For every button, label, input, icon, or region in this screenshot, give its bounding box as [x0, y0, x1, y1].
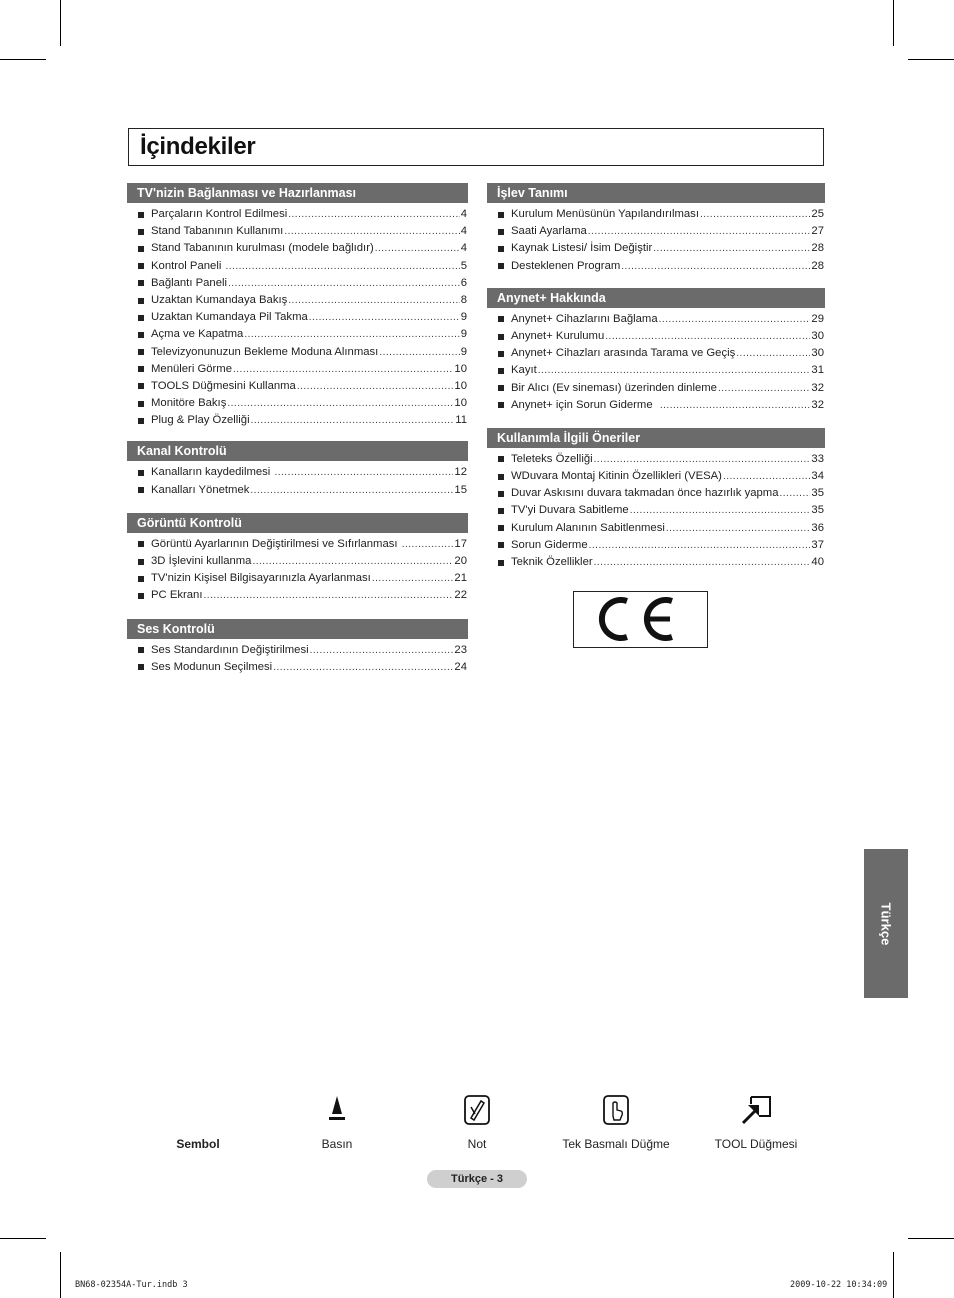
- dot-leader: [252, 553, 453, 570]
- entry-title: Görüntü Ayarlarının Değiştirilmesi ve Sıfırlanması: [151, 537, 401, 550]
- entry-title: Ses Standardının Değiştirilmesi: [151, 643, 309, 656]
- entry-title: Stand Tabanının Kullanımı: [151, 225, 284, 238]
- bullet-square-icon: [498, 316, 504, 322]
- entry-page-number: 17: [454, 537, 467, 550]
- press-label: Basın: [321, 1137, 353, 1151]
- dot-leader: [700, 206, 810, 223]
- dot-leader: [402, 536, 454, 553]
- bullet-square-icon: [138, 280, 144, 286]
- dot-leader: [225, 258, 459, 275]
- dot-leader: [203, 587, 453, 604]
- dot-leader: [288, 292, 459, 309]
- toc-entry: [127, 378, 468, 395]
- bullet-square-icon: [498, 508, 504, 514]
- dot-leader: [228, 275, 460, 292]
- crop-mark: [908, 1238, 954, 1239]
- entry-page-number: 35: [811, 504, 824, 517]
- entry-page-number: 29: [811, 312, 824, 325]
- dot-leader: [660, 397, 811, 414]
- section-heading: TV'nizin Bağlanması ve Hazırlanması: [127, 183, 468, 203]
- entry-page-number: 4: [460, 208, 467, 220]
- entry-title: TOOLS Düğmesini Kullanma: [151, 379, 296, 392]
- entry-title: Duvar Askısını duvara takmadan önce hazırlık yapma: [511, 487, 779, 500]
- toc-section: [127, 513, 468, 605]
- entry-page-number: 40: [811, 556, 824, 568]
- entry-title: Kanalları Yönetmek: [151, 483, 250, 496]
- toc-section: [487, 183, 825, 275]
- entry-page-number: 9: [460, 345, 467, 358]
- dot-leader: [309, 309, 460, 326]
- dot-leader: [666, 520, 811, 537]
- dot-leader: [718, 380, 810, 397]
- bullet-square-icon: [138, 487, 144, 493]
- dot-leader: [227, 395, 453, 412]
- toc-entry: [127, 292, 468, 309]
- tool-button-icon: [739, 1094, 773, 1126]
- entry-title: Plug & Play Özelliği: [151, 414, 250, 427]
- entry-title: Bağlantı Paneli: [151, 276, 227, 289]
- entry-title: Televizyonunuzun Bekleme Moduna Alınması: [151, 345, 379, 358]
- entry-title: Teknik Özellikler: [511, 556, 593, 568]
- toc-entry: [487, 380, 825, 397]
- symbol-heading: Sembol: [176, 1137, 220, 1151]
- toc-entry: [487, 362, 825, 379]
- bullet-square-icon: [138, 332, 144, 338]
- entry-title: Stand Tabanının kurulması (modele bağlıdır): [151, 242, 374, 255]
- entry-title: Anynet+ Cihazları arasında Tarama ve Geçiş: [511, 347, 736, 360]
- dot-leader: [251, 412, 455, 429]
- toc-entry: [127, 412, 468, 429]
- toc-entry: [487, 311, 825, 328]
- toc-entry: [127, 275, 468, 292]
- page-number: Türkçe - 3: [427, 1170, 527, 1188]
- bullet-square-icon: [498, 229, 504, 235]
- toc-entry: [127, 206, 468, 223]
- bullet-square-icon: [138, 349, 144, 355]
- entry-page-number: 10: [454, 362, 467, 375]
- entry-page-number: 33: [811, 452, 824, 465]
- bullet-square-icon: [498, 542, 504, 548]
- toc-entry: [487, 468, 825, 485]
- entry-page-number: 11: [455, 414, 467, 427]
- entry-page-number: 9: [460, 328, 467, 341]
- toc-section: [127, 619, 468, 676]
- dot-leader: [594, 554, 811, 571]
- bullet-square-icon: [498, 402, 504, 408]
- entry-page-number: 5: [460, 259, 467, 272]
- entry-title: Ses Modunun Seçilmesi: [151, 660, 273, 673]
- section-heading: Kanal Kontrolü: [127, 441, 468, 461]
- entry-page-number: 6: [460, 276, 467, 289]
- dot-leader: [297, 378, 454, 395]
- tool-label: TOOL Düğmesi: [714, 1137, 798, 1151]
- toc-section: [487, 428, 825, 571]
- toc-entry: [127, 642, 468, 659]
- bullet-square-icon: [138, 366, 144, 372]
- bullet-square-icon: [498, 491, 504, 497]
- entry-title: Uzaktan Kumandaya Pil Takma: [151, 311, 308, 324]
- dot-leader: [284, 223, 459, 240]
- toc-entry: [127, 587, 468, 604]
- section-heading: Kullanımla İlgili Öneriler: [487, 428, 825, 448]
- one-touch-button-icon: [602, 1094, 630, 1126]
- toc-entry: [127, 553, 468, 570]
- toc-section: [127, 441, 468, 498]
- entry-page-number: 36: [811, 521, 824, 534]
- entry-page-number: 22: [454, 589, 467, 602]
- entry-page-number: 32: [811, 398, 824, 411]
- toc-entry: [127, 482, 468, 499]
- section-heading: Ses Kontrolü: [127, 619, 468, 639]
- footer-timestamp: 2009-10-22 10:34:09: [790, 1280, 888, 1290]
- bullet-square-icon: [138, 401, 144, 407]
- bullet-square-icon: [138, 263, 144, 269]
- entry-page-number: 30: [811, 347, 824, 360]
- entry-page-number: 23: [454, 643, 467, 656]
- toc-entry: [127, 309, 468, 326]
- crop-mark: [60, 1252, 61, 1298]
- crop-mark: [60, 0, 61, 46]
- bullet-square-icon: [138, 229, 144, 235]
- section-heading: Anynet+ Hakkında: [487, 288, 825, 308]
- entry-title: Kaynak Listesi/ İsim Değiştir: [511, 242, 653, 255]
- entry-title: Desteklenen Program: [511, 259, 621, 272]
- entry-page-number: 35: [811, 487, 824, 500]
- bullet-square-icon: [138, 593, 144, 599]
- toc-right-column: [487, 183, 825, 571]
- bullet-square-icon: [498, 334, 504, 340]
- toc-entry: [127, 326, 468, 343]
- entry-page-number: 37: [811, 538, 824, 551]
- entry-page-number: 20: [454, 555, 467, 567]
- entry-title: Kurulum Menüsünün Yapılandırılması: [511, 208, 699, 220]
- entry-page-number: 8: [460, 293, 467, 306]
- bullet-square-icon: [138, 298, 144, 304]
- bullet-square-icon: [138, 246, 144, 252]
- entry-page-number: 25: [811, 208, 824, 220]
- dot-leader: [589, 537, 811, 554]
- toc-entry: [127, 464, 468, 481]
- dot-leader: [244, 326, 459, 343]
- entry-title: Anynet+ Kurulumu: [511, 329, 605, 342]
- toc-entry: [487, 328, 825, 345]
- dot-leader: [379, 344, 459, 361]
- symbol-legend: [0, 1094, 954, 1154]
- toc-entry: [127, 240, 468, 257]
- entry-title: Kayıt: [511, 364, 537, 377]
- toc-entry: [127, 344, 468, 361]
- dot-leader: [723, 468, 810, 485]
- toc-entry: [487, 554, 825, 571]
- bullet-square-icon: [498, 560, 504, 566]
- entry-title: Sorun Giderme: [511, 538, 588, 551]
- dot-leader: [273, 659, 453, 676]
- toc-entry: [127, 395, 468, 412]
- toc-entry: [127, 361, 468, 378]
- entry-page-number: 32: [811, 381, 824, 394]
- entry-page-number: 12: [454, 466, 467, 479]
- note-icon: [463, 1094, 491, 1126]
- entry-title: Kurulum Alanının Sabitlenmesi: [511, 521, 665, 534]
- toc-entry: [487, 397, 825, 414]
- dot-leader: [274, 464, 453, 481]
- toc-left-column: [127, 183, 468, 676]
- bullet-square-icon: [138, 576, 144, 582]
- entry-title: WDuvara Montaj Kitinin Özellikleri (VESA): [511, 470, 722, 483]
- bullet-square-icon: [138, 559, 144, 565]
- entry-title: Saati Ayarlama: [511, 225, 587, 238]
- dot-leader: [250, 482, 453, 499]
- bullet-square-icon: [138, 664, 144, 670]
- bullet-square-icon: [498, 351, 504, 357]
- toc-entry: [487, 223, 825, 240]
- entry-page-number: 15: [454, 483, 467, 496]
- dot-leader: [780, 485, 811, 502]
- entry-page-number: 34: [811, 470, 824, 483]
- bullet-square-icon: [138, 647, 144, 653]
- bullet-square-icon: [498, 246, 504, 252]
- dot-leader: [375, 240, 460, 257]
- entry-title: TV'yi Duvara Sabitleme: [511, 504, 629, 517]
- bullet-square-icon: [138, 383, 144, 389]
- entry-title: TV'nizin Kişisel Bilgisayarınızla Ayarlanması: [151, 572, 371, 585]
- bullet-square-icon: [138, 470, 144, 476]
- crop-mark: [0, 1238, 46, 1239]
- dot-leader: [736, 345, 810, 362]
- toc-entry: [487, 502, 825, 519]
- bullet-square-icon: [498, 525, 504, 531]
- dot-leader: [659, 311, 811, 328]
- bullet-square-icon: [498, 212, 504, 218]
- note-label: Not: [467, 1137, 487, 1151]
- crop-mark: [0, 59, 46, 60]
- section-heading: Görüntü Kontrolü: [127, 513, 468, 533]
- bullet-square-icon: [498, 385, 504, 391]
- entry-page-number: 21: [454, 572, 467, 585]
- press-icon: [327, 1094, 347, 1124]
- crop-mark: [893, 1252, 894, 1298]
- language-tab: [864, 849, 908, 998]
- toc-entry: [487, 520, 825, 537]
- entry-page-number: 28: [811, 259, 824, 272]
- dot-leader: [621, 258, 810, 275]
- toc-entry: [127, 258, 468, 275]
- entry-page-number: 28: [811, 242, 824, 255]
- dot-leader: [310, 642, 454, 659]
- entry-page-number: 10: [454, 379, 467, 392]
- dot-leader: [594, 451, 811, 468]
- entry-title: Açma ve Kapatma: [151, 328, 244, 341]
- bullet-square-icon: [498, 456, 504, 462]
- toc-entry: [487, 258, 825, 275]
- section-heading: İşlev Tanımı: [487, 183, 825, 203]
- entry-title: Menüleri Görme: [151, 362, 232, 375]
- entry-title: Teleteks Özelliği: [511, 452, 593, 465]
- entry-page-number: 30: [811, 329, 824, 342]
- toc-section: [127, 183, 468, 429]
- entry-page-number: 4: [460, 242, 467, 255]
- dot-leader: [605, 328, 810, 345]
- crop-mark: [893, 0, 894, 46]
- ce-mark: [573, 591, 708, 648]
- bullet-square-icon: [138, 212, 144, 218]
- bullet-square-icon: [138, 418, 144, 424]
- toc-section: [487, 288, 825, 414]
- bullet-square-icon: [138, 315, 144, 321]
- entry-title: Parçaların Kontrol Edilmesi: [151, 208, 288, 220]
- toc-entry: [487, 537, 825, 554]
- entry-page-number: 24: [454, 660, 467, 673]
- entry-title: PC Ekranı: [151, 589, 203, 602]
- footer-file: BN68-02354A-Tur.indb 3: [75, 1280, 188, 1290]
- dot-leader: [588, 223, 811, 240]
- toc-entry: [127, 570, 468, 587]
- entry-page-number: 27: [811, 225, 824, 238]
- dot-leader: [372, 570, 454, 587]
- entry-page-number: 10: [454, 397, 467, 410]
- entry-title: Uzaktan Kumandaya Bakış: [151, 293, 288, 306]
- dot-leader: [653, 240, 810, 257]
- toc-entry: [127, 223, 468, 240]
- dot-leader: [538, 362, 811, 379]
- dot-leader: [630, 502, 811, 519]
- language-tab-label: Türkçe: [878, 902, 894, 945]
- toc-entry: [127, 659, 468, 676]
- entry-title: 3D İşlevini kullanma: [151, 555, 252, 567]
- dot-leader: [288, 206, 459, 223]
- toc-entry: [127, 536, 468, 553]
- title-box: [128, 128, 824, 166]
- bullet-square-icon: [138, 541, 144, 547]
- toc-entry: [487, 345, 825, 362]
- entry-title: Bir Alıcı (Ev sineması) üzerinden dinleme: [511, 381, 717, 394]
- toc-entry: [487, 485, 825, 502]
- entry-title: Kontrol Paneli: [151, 259, 225, 272]
- entry-title: Anynet+ için Sorun Giderme: [511, 398, 659, 411]
- bullet-square-icon: [498, 368, 504, 374]
- toc-entry: [487, 451, 825, 468]
- crop-mark: [908, 59, 954, 60]
- entry-title: Kanalların kaydedilmesi: [151, 466, 274, 479]
- page-title: İçindekiler: [140, 133, 256, 160]
- entry-page-number: 4: [460, 225, 467, 238]
- toc-entry: [487, 240, 825, 257]
- one-touch-label: Tek Basmalı Düğme: [562, 1137, 670, 1151]
- entry-title: Monitöre Bakış: [151, 397, 227, 410]
- entry-page-number: 9: [460, 311, 467, 324]
- entry-title: Anynet+ Cihazlarını Bağlama: [511, 312, 658, 325]
- toc-entry: [487, 206, 825, 223]
- entry-page-number: 31: [811, 364, 824, 377]
- dot-leader: [233, 361, 453, 378]
- bullet-square-icon: [498, 263, 504, 269]
- ce-logo-icon: [574, 592, 706, 646]
- bullet-square-icon: [498, 474, 504, 480]
